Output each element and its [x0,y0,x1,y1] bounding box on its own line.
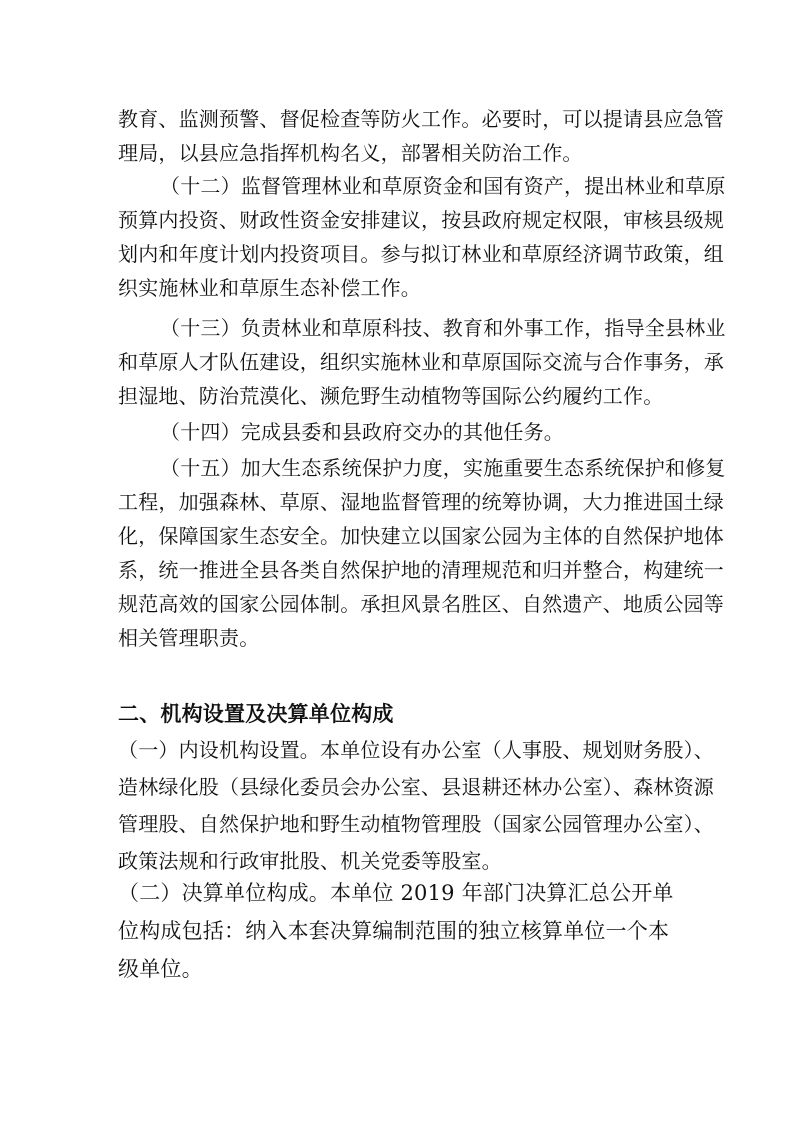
text-line: 位构成包括：纳入本套决算编制范围的独立核算单位一个本 [118,919,670,943]
paragraph-item-13 [118,311,726,413]
subsection-internal-structure [118,732,714,880]
text-line: （十四）完成县委和县政府交办的其他任务。 [160,420,564,444]
section-title: 二、机构设置及决算单位构成 [118,702,394,726]
text-line: 理局，以县应急指挥机构名义，部署相关防治工作。 [118,141,583,165]
text-line: 工程，加强森林、草原、湿地监督管理的统筹协调，大力推进国土绿 [118,490,724,514]
text-line: 造林绿化股（县绿化委员会办公室、县退耕还林办公室）、森林资源 [118,775,714,799]
text-line: 规范高效的国家公园体制。承担风景名胜区、自然遗产、地质公园等 [118,592,724,616]
text-line: 系，统一推进全县各类自然保护地的清理规范和归并整合，构建统一 [118,558,724,582]
paragraph-item-14 [118,415,678,449]
text-line: 化，保障国家生态安全。加快建立以国家公园为主体的自然保护地体 [118,524,724,548]
text-line: 管理股、自然保护地和野生动植物管理股（国家公园管理办公室）、 [118,812,714,836]
paragraph-fire-prevention-continued [118,102,724,170]
text-line: 和草原人才队伍建设，组织实施林业和草原国际交流与合作事务，承 [118,350,724,374]
text-line: （十二）监督管理林业和草原资金和国有资产，提出林业和草原 [160,174,726,198]
text-line: 织实施林业和草原生态补偿工作。 [118,276,421,300]
text-line: （一）内设机构设置。本单位设有办公室（人事股、规划财务股）、 [118,738,714,762]
text-line: （十三）负责林业和草原科技、教育和外事工作，指导全县林业 [160,316,726,340]
paragraph-item-12 [118,169,726,305]
text-line: （十五）加大生态系统保护力度，实施重要生态系统保护和修复 [160,456,726,480]
text-line: 预算内投资、财政性资金安排建议，按县政府规定权限，审核县级规 [118,208,724,232]
text-line: 教育、监测预警、督促检查等防火工作。必要时，可以提请县应急管 [118,107,724,131]
text-line: 政策法规和行政审批股、机关党委等股室。 [118,849,502,873]
text-line: 担湿地、防治荒漠化、濒危野生动植物等国际公约履约工作。 [118,384,664,408]
paragraph-item-15 [118,451,726,655]
text-line: 级单位。 [118,957,203,981]
text-line: （二）决算单位构成。本单位 2019 年部门决算汇总公开单 [118,881,674,905]
text-line: 划内和年度计划内投资项目。参与拟订林业和草原经济调节政策，组 [118,242,724,266]
section-heading [118,697,678,731]
subsection-unit-composition [118,874,678,988]
text-line: 相关管理职责。 [118,626,260,650]
